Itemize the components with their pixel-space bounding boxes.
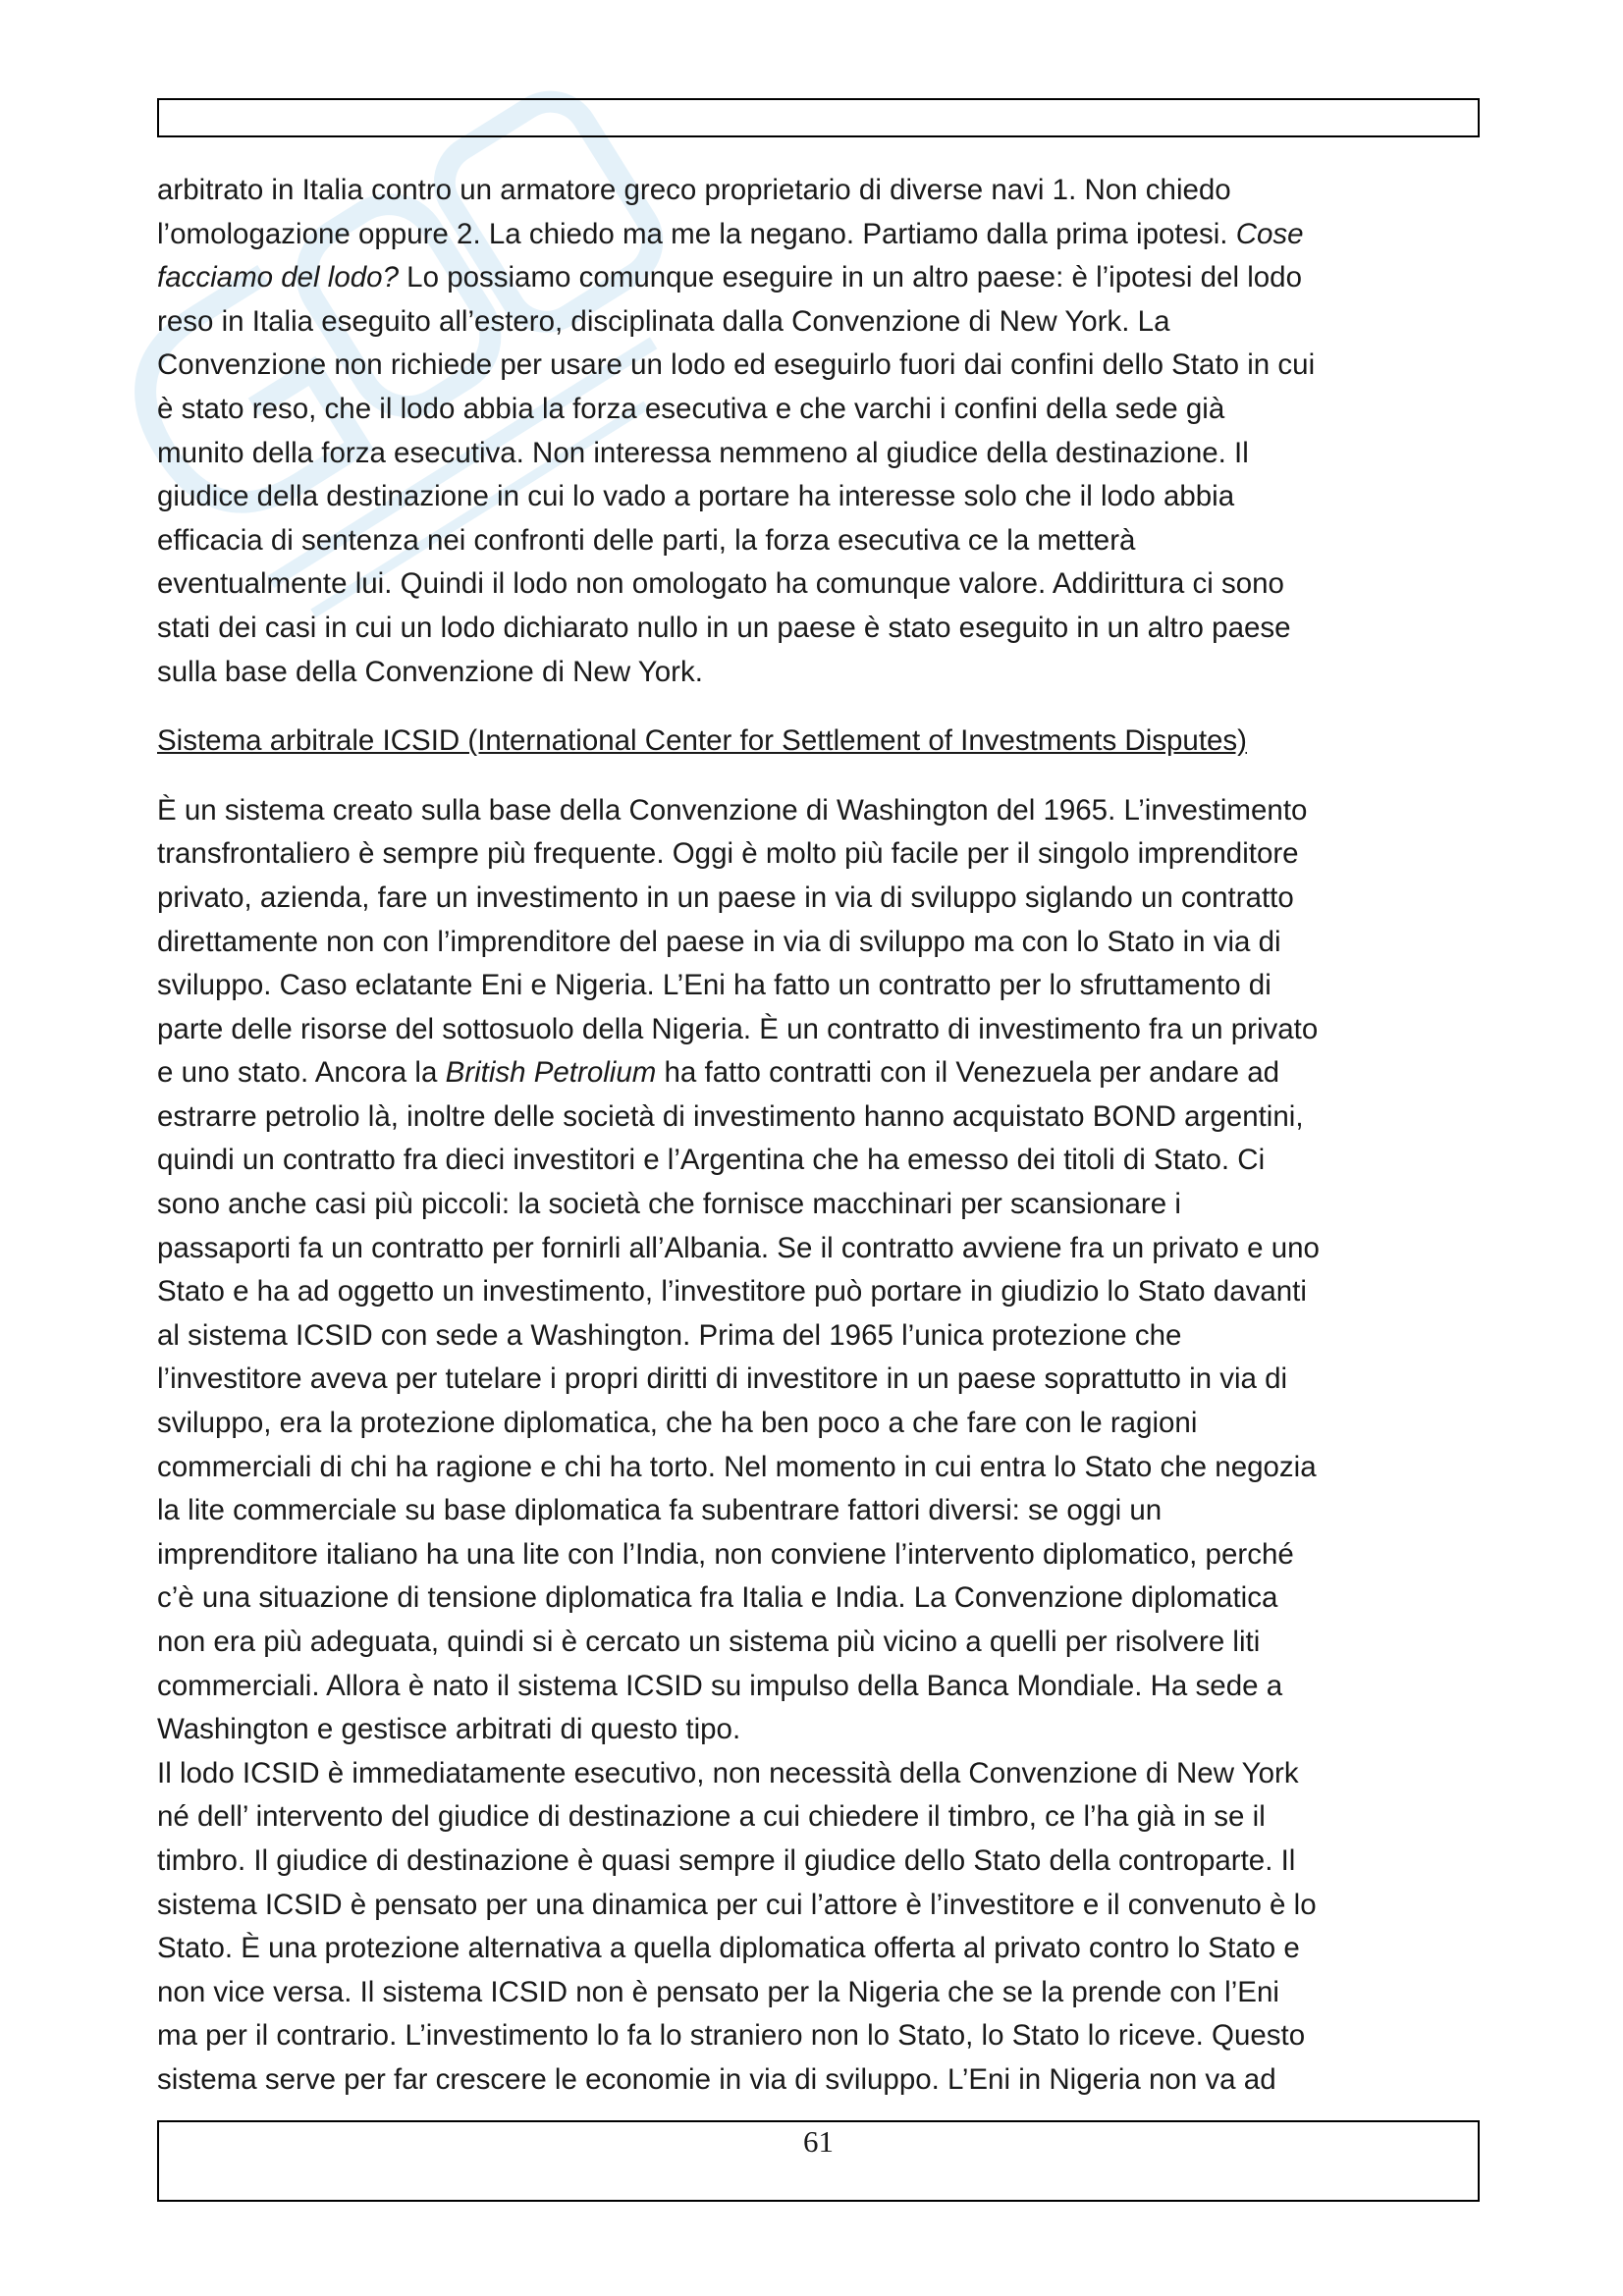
text-line: né dell’ intervento del giudice di destinazione a cui chiedere il timbro, ce l’ha già in se il [157,1800,1266,1834]
text-line: Washington e gestisce arbitrati di questo tipo. [157,1713,741,1746]
text-line: sviluppo, era la protezione diplomatica, che ha ben poco a che fare con le ragioni [157,1407,1198,1440]
paragraph-icsid-intro [157,789,1483,1752]
text-line: efficacia di sentenza nei confronti delle parti, la forza esecutiva ce la metterà [157,523,1136,557]
document-body [157,169,1483,2103]
text-line: commerciali. Allora è nato il sistema ICSID su impulso della Banca Mondiale. Ha sede a [157,1669,1283,1702]
text-line [157,1051,1483,1095]
text-line: Convenzione non richiede per usare un lodo ed eseguirlo fuori dai confini dello Stato in cui [157,348,1316,382]
text-line: è stato reso, che il lodo abbia la forza esecutiva e che varchi i confini della sede già [157,392,1225,425]
text-line [157,213,1483,257]
text-line: privato, azienda, fare un investimento in un paese in via di sviluppo siglando un contratto [157,881,1294,914]
text-line: non vice versa. Il sistema ICSID non è pensato per la Nigeria che se la prende con l’Eni [157,1975,1279,2008]
text-line [157,256,1483,300]
text-line: sulla base della Convenzione di New York. [157,655,703,688]
section-heading-text: Sistema arbitrale ICSID (International Center for Settlement of Investments Disputes) [157,724,1247,758]
text-line: c’è una situazione di tensione diplomatica fra Italia e India. La Convenzione diplomatica [157,1581,1278,1615]
text-span: ha fatto contratti con il Venezuela per andare ad [656,1056,1280,1090]
text-line: estrarre petrolio là, inoltre delle società di investimento hanno acquistato BOND argentini, [157,1099,1304,1133]
text-line: Stato. È una protezione alternativa a quella diplomatica offerta al privato contro lo Stato e [157,1932,1300,1965]
text-span: e uno stato. Ancora la [157,1056,446,1090]
text-line: transfrontaliero è sempre più frequente. Oggi è molto più facile per il singolo imprenditore [157,837,1299,871]
text-line: la lite commerciale su base diplomatica fa subentrare fattori diversi: se oggi un [157,1494,1163,1527]
text-line: arbitrato in Italia contro un armatore greco proprietario di diverse navi 1. Non chiedo [157,174,1231,206]
text-line: direttamente non con l’imprenditore del paese in via di sviluppo ma con lo Stato in via di [157,925,1281,958]
italic-text: facciamo del lodo? [157,261,399,294]
text-line: timbro. Il giudice di destinazione è quasi sempre il giudice dello Stato della controparte. Il [157,1843,1296,1877]
text-line: stati dei casi in cui un lodo dichiarato nullo in un paese è stato eseguito in un altro paese [157,611,1291,644]
text-line: giudice della destinazione in cui lo vado a portare ha interesse solo che il lodo abbia [157,480,1235,513]
text-line: passaporti fa un contratto per fornirli all’Albania. Se il contratto avviene fra un privato e uno [157,1231,1320,1264]
text-line: parte delle risorse del sottosuolo della Nigeria. È un contratto di investimento fra un privato [157,1012,1319,1045]
text-line: quindi un contratto fra dieci investitori e l’Argentina che ha emesso dei titoli di Stato. Ci [157,1144,1266,1177]
paragraph-gap [157,694,1483,720]
text-line: munito della forza esecutiva. Non interessa nemmeno al giudice della destinazione. Il [157,436,1249,469]
text-line: È un sistema creato sulla base della Convenzione di Washington del 1965. L’investimento [157,793,1308,827]
italic-text: British Petrolium [445,1056,657,1090]
text-line: commerciali di chi ha ragione e chi ha torto. Nel momento in cui entra lo Stato che negozia [157,1450,1317,1483]
section-heading [157,720,1483,764]
page-footer-box [157,2120,1480,2202]
text-line: reso in Italia eseguito all’estero, disciplinata dalla Convenzione di New York. La [157,304,1170,338]
text-line: l’investitore aveva per tutelare i propri diritti di investitore in un paese soprattutto in via di [157,1362,1288,1396]
paragraph-icsid-lodo [157,1752,1483,2103]
text-line: al sistema ICSID con sede a Washington. Prima del 1965 l’unica protezione che [157,1318,1182,1352]
text-line: sistema serve per far crescere le economie in via di sviluppo. L’Eni in Nigeria non va ad [157,2062,1276,2096]
paragraph-lodo-new-york [157,169,1483,694]
text-line: non era più adeguata, quindi si è cercato un sistema più vicino a quelli per risolvere liti [157,1626,1261,1658]
text-span: l’omologazione oppure 2. La chiedo ma me la negano. Partiamo dalla prima ipotesi. [157,217,1236,250]
text-line: ma per il contrario. L’investimento lo fa lo straniero non lo Stato, lo Stato lo riceve. Questo [157,2019,1306,2053]
text-line: eventualmente lui. Quindi il lodo non omologato ha comunque valore. Addirittura ci sono [157,567,1284,601]
text-line: sviluppo. Caso eclatante Eni e Nigeria. L’Eni ha fatto un contratto per lo sfruttamento di [157,969,1271,1002]
text-line: sistema ICSID è pensato per una dinamica per cui l’attore è l’investitore e il convenuto è lo [157,1888,1317,1921]
text-line: Stato e ha ad oggetto un investimento, l’investitore può portare in giudizio lo Stato davanti [157,1275,1307,1308]
text-line: sono anche casi più piccoli: la società che fornisce macchinari per scansionare i [157,1188,1181,1221]
text-line: Il lodo ICSID è immediatamente esecutivo, non necessità della Convenzione di New York [157,1756,1299,1789]
text-line: imprenditore italiano ha una lite con l’India, non conviene l’intervento diplomatico, perché [157,1537,1294,1571]
page-header-box [157,98,1480,137]
page-number: 61 [803,2124,834,2159]
paragraph-gap [157,764,1483,789]
italic-text: Cose [1235,217,1304,250]
text-span: Lo possiamo comunque eseguire in un altro paese: è l’ipotesi del lodo [398,261,1302,294]
